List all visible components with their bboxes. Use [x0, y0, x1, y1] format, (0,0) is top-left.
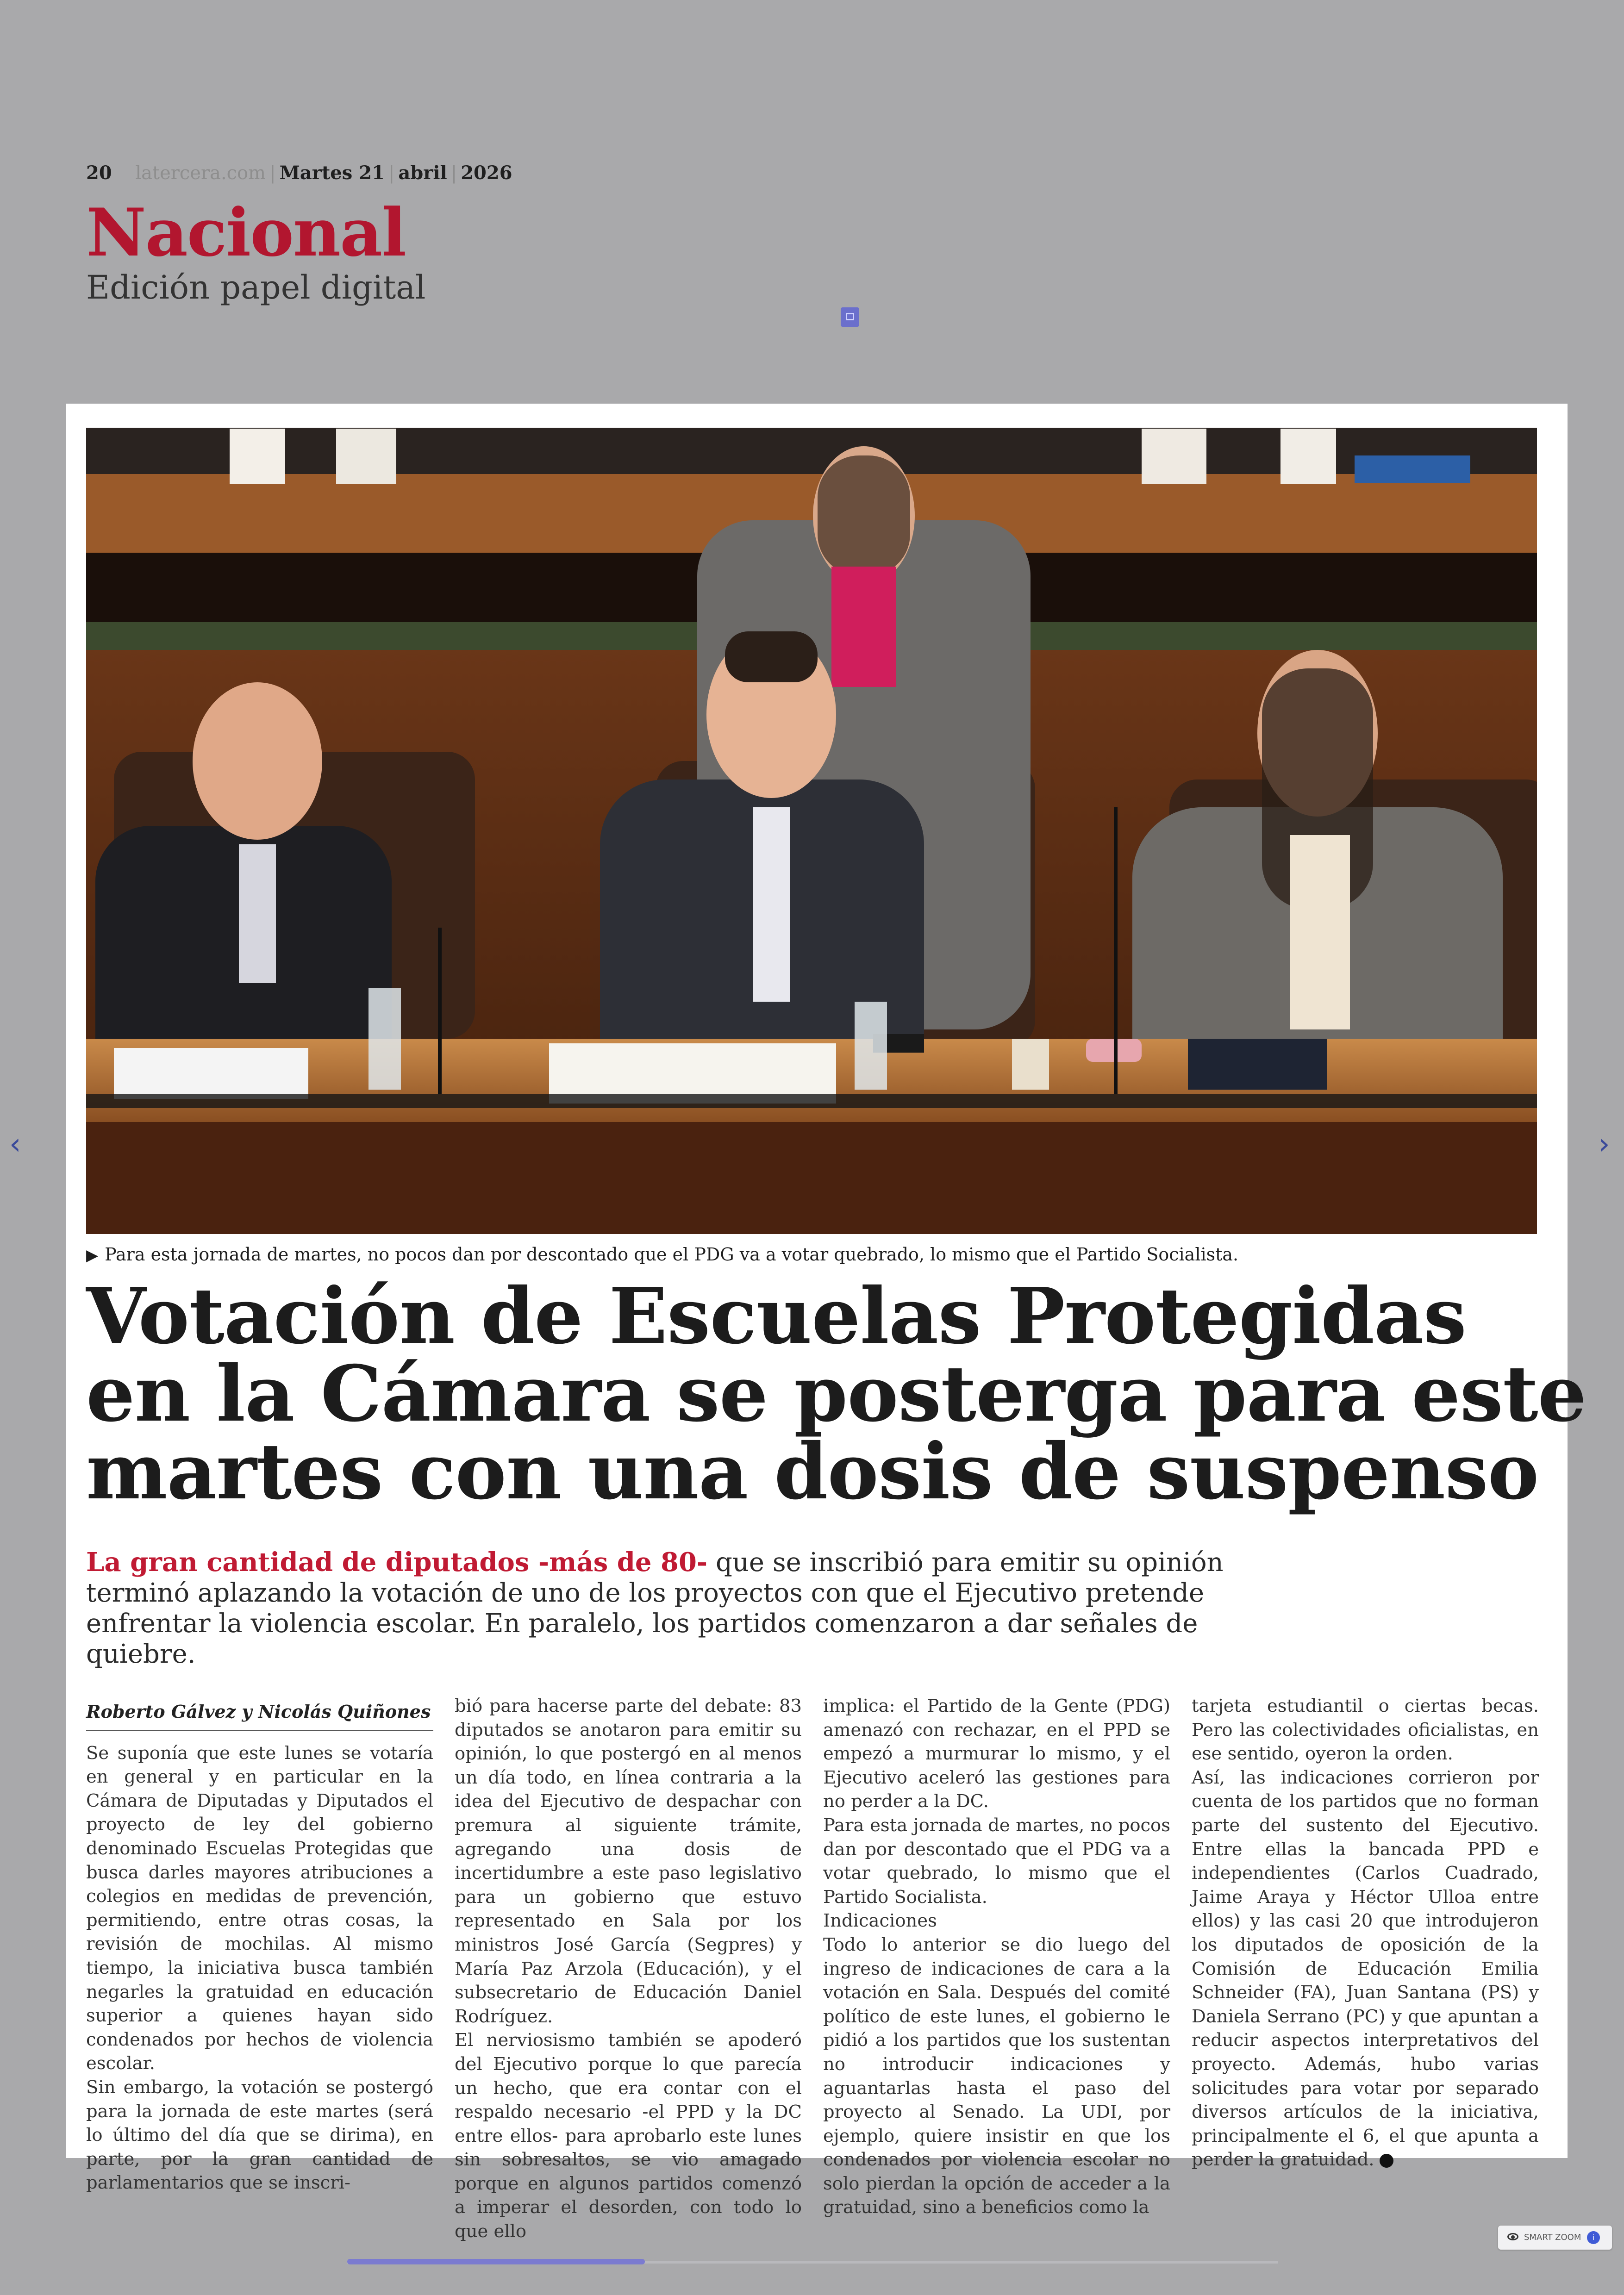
edition-label: Edición papel digital	[86, 268, 426, 306]
paragraph: implica: el Partido de la Gente (PDG) amenazó con rechazar, en el PPD se empezó a murmurar lo mismo, y el Ejecutivo aceleró las gestiones para no perder a la DC.	[823, 1696, 1170, 1812]
chevron-left-icon[interactable]: ‹	[9, 1127, 21, 1161]
paragraph: Sin embargo, la votación se postergó para la jornada de este martes (será lo último del día que se dirima), en parte, por la gran cantidad de parlamentarios que se inscri-	[86, 2077, 433, 2194]
paragraph: tarjeta estudiantil o ciertas becas. Pero las colectividades oficialistas, en ese sentido, oyeron la orden.	[1192, 1696, 1539, 1765]
subheading: Indicaciones	[823, 1910, 937, 1932]
page-header-line: 20 latercera.com | Martes 21 | abril | 2026	[86, 162, 512, 184]
headline-line: en la Cámara se posterga para este	[86, 1349, 1587, 1439]
end-of-article-icon	[1380, 2154, 1393, 2168]
site-name: latercera.com	[135, 162, 266, 184]
photo-caption	[86, 1244, 1537, 1265]
article-column-2	[455, 1694, 802, 2244]
bookmark-icon[interactable]	[841, 307, 859, 327]
paragraph: Se suponía que este lunes se votaría en general y en particular en la Cámara de Diputadas y Diputados el proyecto de ley del gobierno denominado Escuelas Protegidas que busca darles mayores atribuciones a colegios en medidas de prevención, permitiendo, entre otras cosas, la revisión de mochilas. Al mismo tiempo, la iniciativa busca también negarles la gratuidad en educación superior a quienes hayan sido condenados por hechos de violencia escolar.	[86, 1742, 433, 2074]
issue-month: abril	[398, 162, 447, 184]
headline-line: Votación de Escuelas Protegidas	[86, 1271, 1467, 1361]
article-lead	[86, 1547, 1299, 1670]
info-badge-icon: i	[1587, 2231, 1600, 2244]
paragraph	[1192, 1766, 1539, 2172]
paragraph-text: Así, las indicaciones corrieron por cuenta de los partidos que no forman parte del sustento del Ejecutivo. Entre ellas la bancada PPD e independientes (Carlos Cuadrado, Jaime Araya y Héctor Ulloa entre ellos) y las casi 20 que introdujeron los diputados de oposición de la Comisión de Educación Emilia Schneider (FA), Juan Santana (PS) y Daniela Serrano (PC) y que apuntan a reducir aspectos interpretativos del proyecto. Además, hubo varias solicitudes para votar por separado diversos artículos de la iniciativa, principalmente el 6, el que apunta a perder la gratuidad.	[1192, 1767, 1539, 2170]
smart-zoom-label: SMART ZOOM	[1524, 2233, 1581, 2242]
lead-text: que se inscribió para emitir su opinión terminó aplazando la votación de uno de los proyectos con que el Ejecutivo pretende enfrentar la violencia escolar. En paralelo, los partidos comenzaron a dar señales de quiebre.	[86, 1547, 1224, 1669]
article-column-1	[86, 1700, 433, 2195]
page-progress-fill	[347, 2259, 645, 2264]
byline: Roberto Gálvez y Nicolás Quiñones	[86, 1700, 433, 1731]
paragraph: bió para hacerse parte del debate: 83 diputados se anotaron para emitir su opinión, lo que postergó en al menos un día todo, en línea contraria a la idea del Ejecutivo de despachar con premura al siguiente trámite, agregando una dosis de incertidumbre a este paso legislativo para un gobierno que estuvo representado en Sala por los ministros José García (Segpres) y María Paz Arzola (Educación), y el subsecretario de Educación Daniel Rodríguez.	[455, 1696, 802, 2027]
article-headline	[86, 1271, 1587, 1517]
article-photo	[86, 428, 1537, 1234]
section-title: Nacional	[86, 194, 406, 271]
page-number: 20	[86, 162, 112, 184]
caption-text: Para esta jornada de martes, no pocos dan por descontado que el PDG va a votar quebrado, lo mismo que el Partido Socialista.	[105, 1244, 1239, 1265]
chevron-right-icon[interactable]: ›	[1598, 1127, 1610, 1161]
paragraph: Para esta jornada de martes, no pocos dan por descontado que el PDG va a votar quebrado, lo mismo que el Partido Socialista.	[823, 1815, 1170, 1908]
issue-year: 2026	[461, 162, 512, 184]
article-column-3	[823, 1694, 1170, 2220]
lead-highlight: La gran cantidad de diputados -más de 80-	[86, 1547, 708, 1578]
article-column-4	[1192, 1694, 1539, 2172]
smart-zoom-button[interactable]	[1498, 2226, 1612, 2250]
issue-day: Martes 21	[279, 162, 385, 184]
headline-line: martes con una dosis de suspenso	[86, 1427, 1539, 1517]
caption-arrow-icon: ▶	[86, 1246, 99, 1265]
paragraph: El nerviosismo también se apoderó del Ejecutivo porque lo que parecía un hecho, que era contar con el respaldo necesario -el PPD y la DC entre ellos- para aprobarlo este lunes sin sobresaltos, se vio amagado porque en algunos partidos comenzó a imperar el desorden, con todo lo que ello	[455, 2030, 802, 2242]
eye-icon	[1507, 2233, 1518, 2240]
paragraph: Todo lo anterior se dio luego del ingreso de indicaciones de cara a la votación en Sala. Después del comité político de este lunes, el gobierno le pidió a los partidos que los sustentan no introducir indicaciones y aguantarlas hasta el paso del proyecto al Senado. La UDI, por ejemplo, quiere insistir en que los condenados por violencia escolar no solo pierdan la opción de acceder a la gratuidad, sino a beneficios como la	[823, 1934, 1170, 2218]
